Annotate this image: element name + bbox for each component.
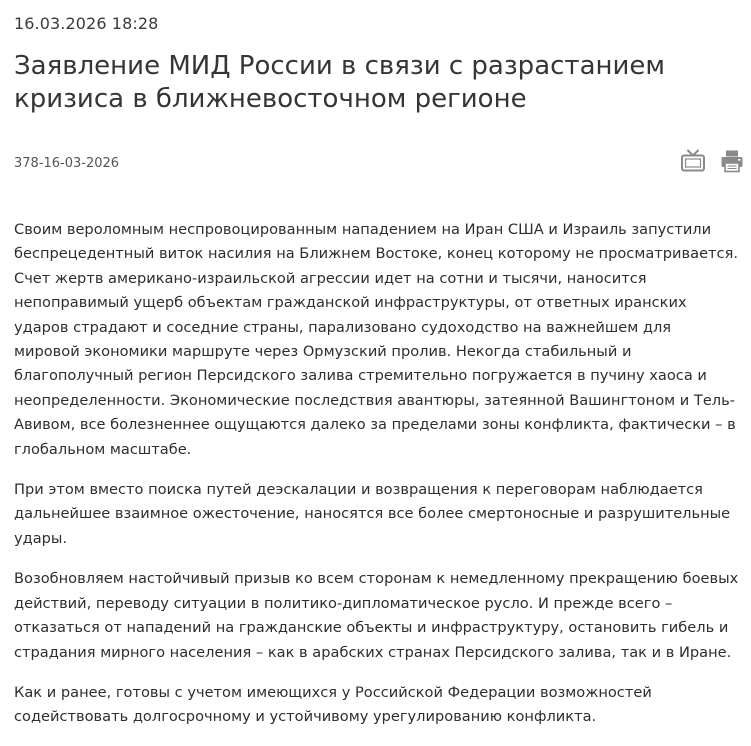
article-paragraph-3: Возобновляем настойчивый призыв ко всем сторонам к немедленному прекращению боевых действий, переводу ситуации в политико-дипломатическое русло. И прежде всего – отказаться от нападений на гражданские объекты и инфраструктуру, остановить гибель и страдания мирного населения – как в арабских странах Персидского залива, так и в Иране.: [14, 570, 739, 661]
article-body: [14, 218, 739, 746]
article-paragraph-1: Своим вероломным неспровоцированным нападением на Иран США и Израиль запустили беспрецедентный виток насилия на Ближнем Востоке, конец которому не просматривается. Счет жертв американо-израильской агрессии идет на сотни и тысячи, наносится непоправимый ущерб объектам гражданской инфраструктуры, от ответных иранских ударов страдают и соседние страны, парализовано судоходство на важнейшем для мировой экономики маршруте через Ормузский пролив. Некогда стабильный и благополучный регион Персидского залива стремительно погружается в пучину хаоса и неопределенности. Экономические последствия авантюры, затеянной Вашингтоном и Тель-Авивом, все болезненнее ощущаются далеко за пределами зоны конфликта, фактически – в глобальном масштабе.: [14, 221, 738, 458]
article-title: Заявление МИД России в связи с разрастанием кризиса в ближневосточном регионе: [14, 51, 666, 114]
document-number: 378-16-03-2026: [14, 156, 120, 171]
article-tools: [680, 148, 745, 174]
tv-icon: [680, 149, 706, 173]
article-paragraph-4: Как и ранее, готовы с учетом имеющихся у Российской Федерации возможностей содействовать долгосрочному и устойчивому урегулированию конфликта.: [14, 683, 652, 726]
tv-button[interactable]: [680, 148, 706, 174]
publication-datetime: 16.03.2026 18:28: [14, 14, 159, 33]
printer-icon: [720, 149, 744, 173]
article-paragraph-2: При этом вместо поиска путей деэскалации и возвращения к переговорам наблюдается дальнейшее взаимное ожесточение, наносятся все более смертоносные и разрушительные удары.: [14, 481, 731, 547]
print-button[interactable]: [719, 148, 745, 174]
